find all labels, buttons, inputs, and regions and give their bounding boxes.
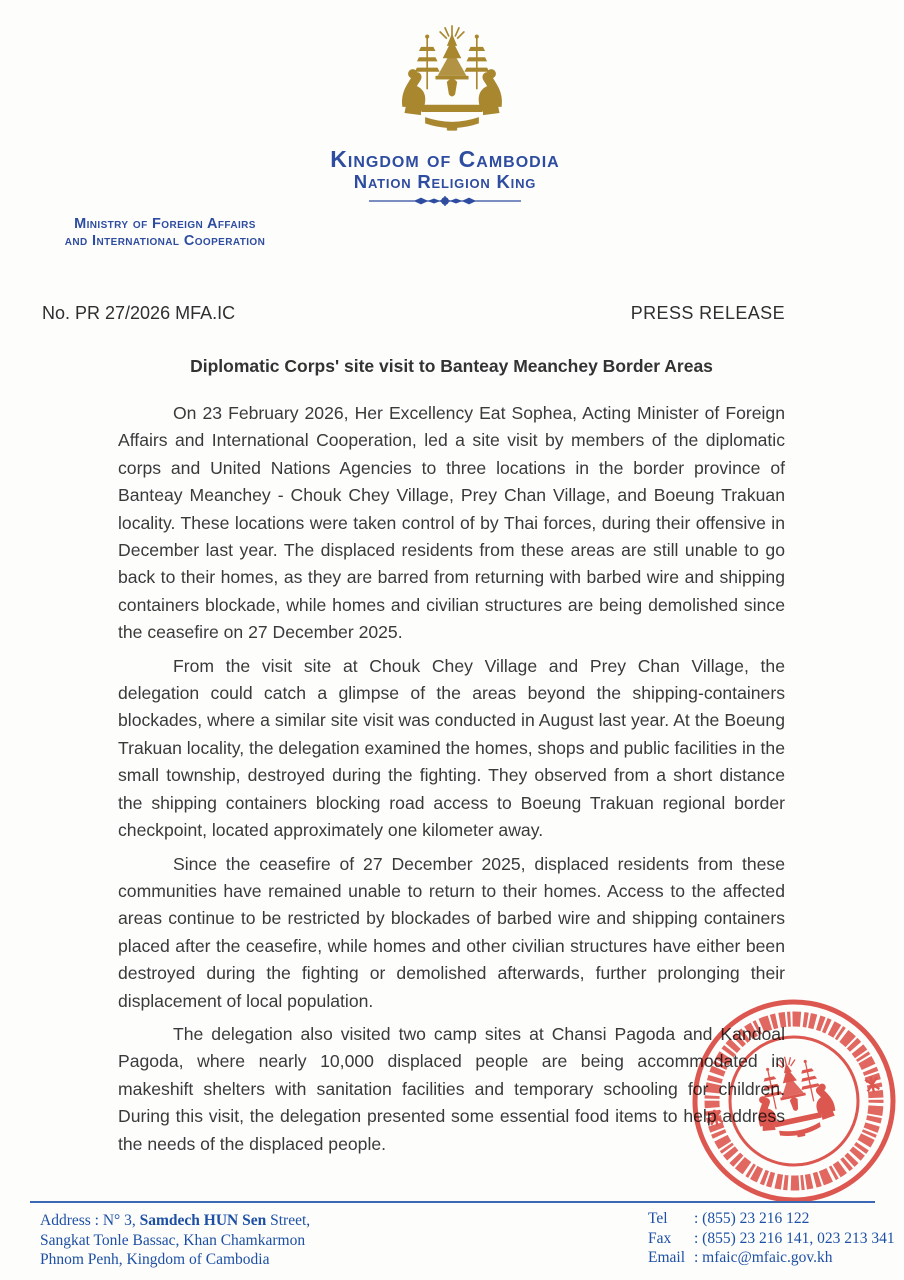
kingdom-title: Kingdom of Cambodia — [330, 146, 560, 172]
page-title: Diplomatic Corps' site visit to Banteay Meanchey Border Areas — [190, 356, 713, 376]
ministry-name — [30, 216, 300, 250]
reference-number: No. PR 27/2026 MFA.IC — [42, 303, 236, 323]
footer-contacts — [648, 1209, 895, 1268]
footer-divider — [30, 1201, 875, 1203]
footer-address — [40, 1211, 310, 1270]
contact-tel: Tel : (855) 23 216 122 — [648, 1210, 810, 1227]
contact-email: Email : mfaic@mfaic.gov.kh — [648, 1249, 833, 1266]
ministry-line2: and International Cooperation — [64, 233, 266, 249]
paragraph-4: The delegation also visited two camp sites at Chansi Pagoda and Kandoal Pagoda, where nearly 10,000 displaced people are being accommodated in makeshift shelters with sanitation facilities and temporary schooling for children. During this visit, the delegation presented some essential food items to help address the needs of the displaced people. — [118, 1023, 785, 1154]
royal-arms-icon — [0, 24, 904, 138]
address-line1: Address : N° 3, Samdech HUN Sen Street, — [40, 1212, 311, 1229]
address-line2: Sangkat Tonle Bassac, Khan Chamkarmon — [40, 1231, 306, 1249]
address-line3: Phnom Penh, Kingdom of Cambodia — [40, 1251, 270, 1268]
body-text — [118, 400, 785, 1164]
national-motto: Nation Religion King — [353, 171, 537, 192]
ornament-divider-icon — [0, 195, 890, 207]
paragraph-1: On 23 February 2026, Her Excellency Eat Sophea, Acting Minister of Foreign Affairs and International Cooperation, led a site visit by members of the diplomatic corps and United Nations Agencies to three locations in the border province of Banteay Meanchey - Chouk Chey Village, Prey Chan Village, and Boeung Trakuan locality. These locations were taken control of by Thai forces, during their offensive in December last year. The displaced residents from these areas are still unable to go back to their homes, as they are barred from returning with barbed wire and shipping containers blockade, while homes and civilian structures are being demolished since the ceasefire on 27 December 2025. — [118, 403, 785, 643]
paragraph-3: Since the ceasefire of 27 December 2025, displaced residents from these communities have remained unable to return to their homes. Access to the affected areas continue to be restricted by blockades of barbed wire and shipping containers placed after the ceasefire, while homes and other civilian structures have either been destroyed during the fighting or demolished afterwards, further prolonging their displacement of local population. — [118, 853, 785, 1011]
meta-row — [42, 303, 785, 324]
contact-fax: Fax : (855) 23 216 141, 023 213 341 — [648, 1229, 895, 1247]
ministry-line1: Ministry of Foreign Affairs — [74, 216, 256, 232]
paragraph-2: From the visit site at Chouk Chey Village and Prey Chan Village, the delegation could catch a glimpse of the areas beyond the shipping-containers blockades, where a similar site visit was conducted in August last year. At the Boeung Trakuan locality, the delegation examined the homes, shops and public facilities in the small township, destroyed during the fighting. They observed from a short distance the shipping containers blocking road access to Boeung Trakuan regional border checkpoint, located approximately one kilometer away. — [118, 655, 785, 841]
document-type-label: PRESS RELEASE — [630, 303, 785, 323]
